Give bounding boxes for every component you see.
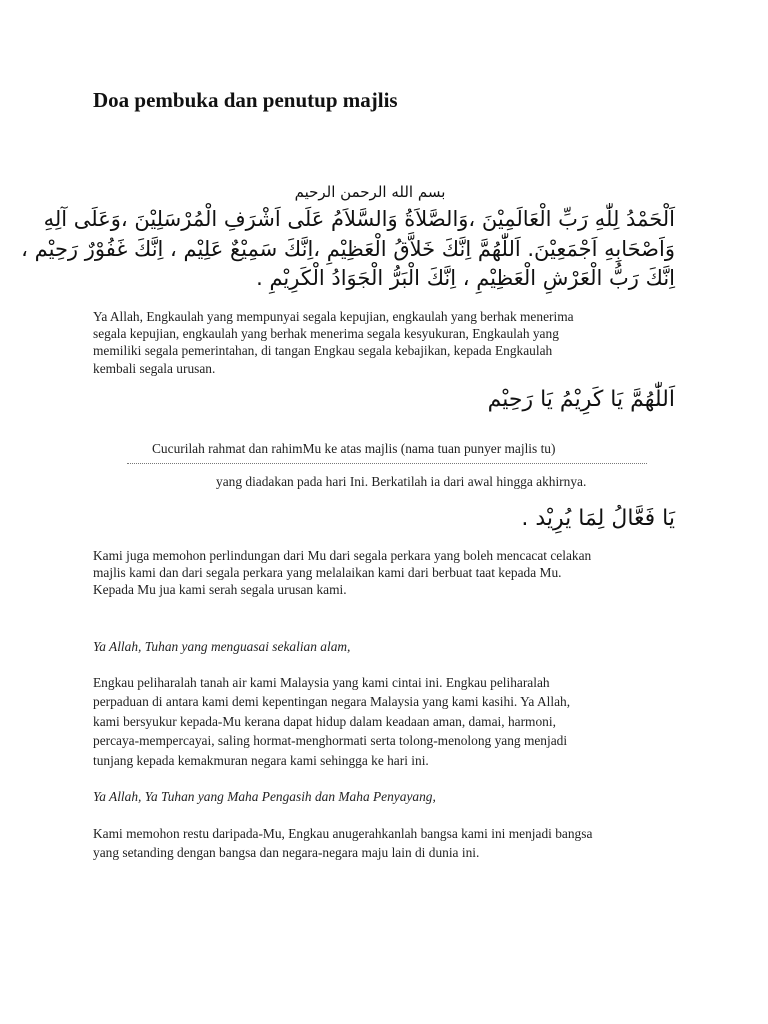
paragraph-line: yang setanding dengan bangsa dan negara-negara maju lain di dunia ini. — [93, 845, 480, 860]
paragraph-line: majlis kami dan dari segala perkara yang melalaikan kami dari berbuat taat kepada Mu. — [93, 565, 562, 581]
arabic-invocation-faal: يَا فَعَّالُ لِمَا يُرِيْد . — [521, 506, 675, 531]
paragraph-protection — [93, 547, 683, 599]
paragraph-line: Kami memohon restu daripada-Mu, Engkau anugerahkanlah bangsa kami ini menjadi bangsa — [93, 826, 593, 841]
italic-heading-2 — [93, 788, 683, 805]
page-title: Doa pembuka dan penutup majlis — [93, 88, 398, 112]
arabic-opening-line-3: اِنَّكَ رَبُّ الْعَرْشِ الْعَظِيْمِ ، اِنَّكَ الْبَرُّ الْجَوَادُ الْكَرِيْمِ . — [256, 266, 675, 290]
paragraph-line: tunjang kepada kemakmuran negara kami sehingga ke hari ini. — [93, 752, 429, 768]
dotted-divider — [127, 463, 647, 464]
paragraph-line: memiliki segala pemerintahan, di tangan Engkau segala kebajikan, kepada Engkaulah — [93, 343, 553, 359]
paragraph-line: kembali segala urusan. — [93, 360, 216, 376]
paragraph-line: perpaduan di antara kami demi kepentingan negara Malaysia yang kami kasihi. Ya Allah, — [93, 694, 571, 710]
paragraph-line: percaya-mempercayai, saling hormat-menghormati serta tolong-menolong yang menjadi — [93, 733, 568, 749]
paragraph-malaysia — [93, 673, 683, 770]
arabic-opening-line-1: اَلْحَمْدُ لِلّٰهِ رَبِّ الْعَالَمِيْنَ ،وَالصَّلاَةُ وَالسَّلاَمُ عَلَى اَشْرَفِ الْمُرْسَلِيْنَ ،وَعَلَى آلِهِ — [43, 207, 675, 231]
paragraph-blessing — [93, 824, 683, 862]
italic-heading-1 — [93, 638, 683, 655]
paragraph-line: kami bersyukur kepada-Mu kerana dapat hidup dalam keadaan aman, damai, harmoni, — [93, 713, 556, 729]
centered-line-1: Cucurilah rahmat dan rahimMu ke atas majlis (nama tuan punyer majlis tu) — [152, 441, 556, 456]
paragraph-line: Kami juga memohon perlindungan dari Mu dari segala perkara yang boleh mencacat celakan — [93, 548, 592, 563]
italic-line: Ya Allah, Ya Tuhan yang Maha Pengasih dan Maha Penyayang, — [93, 789, 436, 804]
arabic-invocation-kareem: اَللّٰهُمَّ يَا كَرِيْمُ يَا رَحِيْم — [487, 387, 675, 412]
paragraph-line: Engkau peliharalah tanah air kami Malaysia yang kami cintai ini. Engkau peliharalah — [93, 675, 550, 690]
arabic-opening-line-2: وَاَصْحَابِهِ اَجْمَعِيْنَ. اَللّٰهُمَّ اِنَّكَ خَلاَّقُ الْعَظِيْمِ ،اِنَّكَ سَمِيْعٌ عَلِيْم ، اِنَّكَ غَفُوْرٌ رَحِيْم ، — [21, 237, 675, 261]
paragraph-praise — [93, 308, 683, 377]
centered-line-2: yang diadakan pada hari Ini. Berkatilah ia dari awal hingga akhirnya. — [216, 474, 587, 489]
paragraph-line: segala kepujian, engkaulah yang berhak menerima segala kesyukuran, Engkaulah yang — [93, 326, 559, 342]
paragraph-line: Kepada Mu jua kami serah segala urusan kami. — [93, 582, 347, 598]
paragraph-line: Ya Allah, Engkaulah yang mempunyai segala kepujian, engkaulah yang berhak menerima — [93, 309, 574, 324]
basmalah: بسم الله الرحمن الرحيم — [294, 183, 446, 201]
italic-line: Ya Allah, Tuhan yang menguasai sekalian alam, — [93, 639, 351, 654]
